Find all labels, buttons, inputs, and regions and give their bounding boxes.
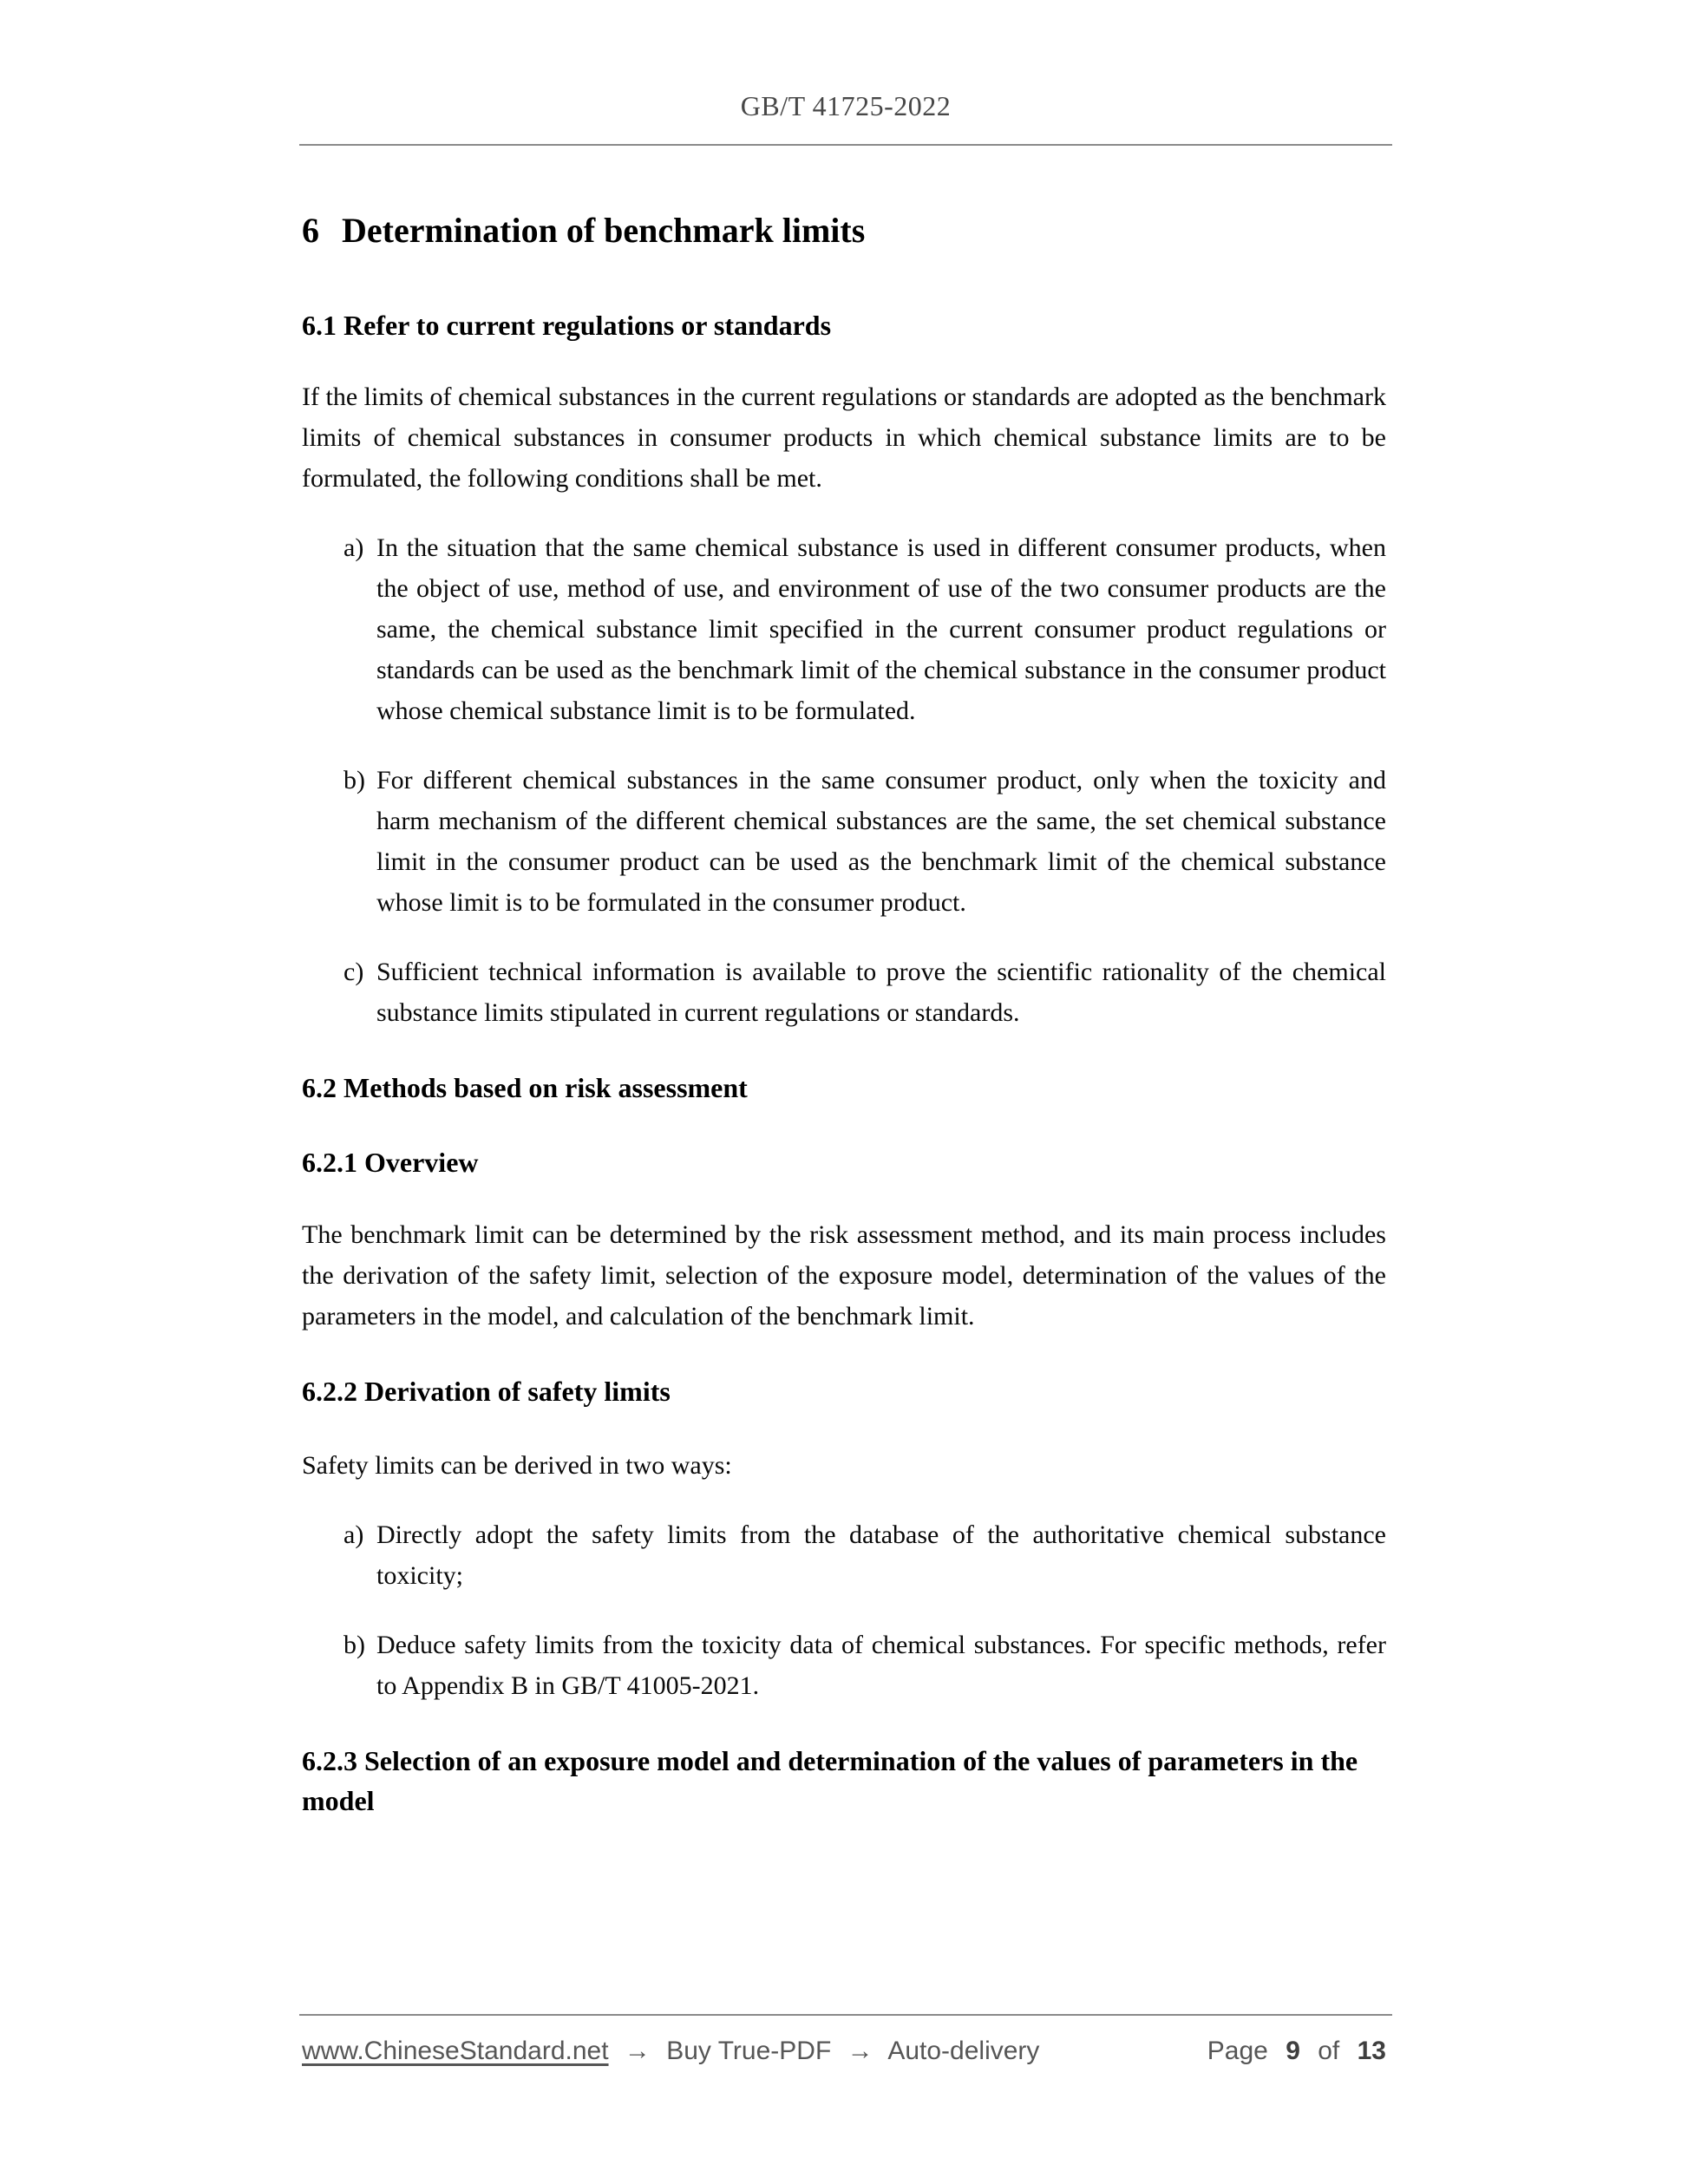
section-heading-6-2: 6.2 Methods based on risk assessment <box>302 1072 748 1103</box>
current-page-number: 9 <box>1286 2037 1300 2065</box>
section-heading-6-2-2: 6.2.2 Derivation of safety limits <box>302 1376 671 1407</box>
chapter-heading <box>302 207 1386 254</box>
header-divider-line <box>299 144 1392 146</box>
list-item-text: Sufficient technical information is available to prove the scientific rationality of the chemical substance limits stipulated in current regulations or standards. <box>376 958 1386 1027</box>
page-footer <box>302 2037 1386 2066</box>
list-item <box>302 1625 1386 1706</box>
list-item-marker: b) <box>343 766 365 794</box>
total-page-number: 13 <box>1357 2037 1386 2065</box>
page-indicator <box>1207 2037 1386 2066</box>
of-word: of <box>1318 2037 1340 2065</box>
footer-source-line <box>302 2037 1039 2066</box>
section-heading-6-2-1: 6.2.1 Overview <box>302 1147 479 1178</box>
paragraph-6-1-intro: If the limits of chemical substances in the current regulations or standards are adopted as the benchmark limits of chemical substances in consumer products in which chemical substance limits are to be formulated, the following conditions shall be met. <box>302 383 1386 493</box>
list-item-text: In the situation that the same chemical substance is used in different consumer products, when the object of use, method of use, and environment of use of the two consumer products are the same, the chemical substance limit specified in the current consumer product regulations or standards can be used as the benchmark limit of the chemical substance in the consumer product whose chemical substance limit is to be formulated. <box>376 533 1386 725</box>
list-item-marker: c) <box>343 958 364 986</box>
list-6-1-conditions <box>302 527 1386 1033</box>
list-item <box>302 951 1386 1033</box>
list-6-2-2-ways <box>302 1514 1386 1706</box>
footer-divider-line <box>299 2014 1392 2016</box>
list-item-text: For different chemical substances in the same consumer product, only when the toxicity and harm mechanism of the different chemical substances are the same, the set chemical substance limit in the consumer product can be used as the benchmark limit of the chemical substance whose limit is to be formulated in the consumer product. <box>376 766 1386 917</box>
list-item <box>302 527 1386 731</box>
footer-buy-label: Buy True-PDF <box>666 2037 832 2065</box>
chapter-number: 6 <box>302 211 319 250</box>
document-body <box>302 147 1386 1821</box>
list-item-text: Deduce safety limits from the toxicity data of chemical substances. For specific methods, refer to Appendix B in GB/T 41005-2021. <box>376 1631 1386 1700</box>
chapter-title: Determination of benchmark limits <box>342 211 866 250</box>
website-link[interactable]: www.ChineseStandard.net <box>302 2037 609 2065</box>
arrow-icon: → <box>847 2037 873 2065</box>
section-heading-6-2-3: 6.2.3 Selection of an exposure model and determination of the values of parameters in the model <box>302 1745 1358 1816</box>
list-item-marker: a) <box>343 533 364 562</box>
page-word: Page <box>1207 2037 1268 2065</box>
list-item <box>302 1514 1386 1596</box>
list-item-marker: a) <box>343 1520 364 1549</box>
footer-delivery-label: Auto-delivery <box>887 2037 1040 2065</box>
section-heading-6-1: 6.1 Refer to current regulations or standards <box>302 310 832 341</box>
arrow-icon: → <box>624 2037 651 2065</box>
paragraph-6-2-1-overview: The benchmark limit can be determined by the risk assessment method, and its main process includes the derivation of the safety limit, selection of the exposure model, determination of the values of the parameters in the model, and calculation of the benchmark limit. <box>302 1220 1386 1331</box>
list-item <box>302 760 1386 923</box>
list-item-text: Directly adopt the safety limits from the database of the authoritative chemical substance toxicity; <box>376 1520 1386 1590</box>
list-item-marker: b) <box>343 1631 365 1659</box>
paragraph-6-2-2-intro: Safety limits can be derived in two ways: <box>302 1451 732 1480</box>
document-header-standard-number: GB/T 41725-2022 <box>740 90 952 121</box>
